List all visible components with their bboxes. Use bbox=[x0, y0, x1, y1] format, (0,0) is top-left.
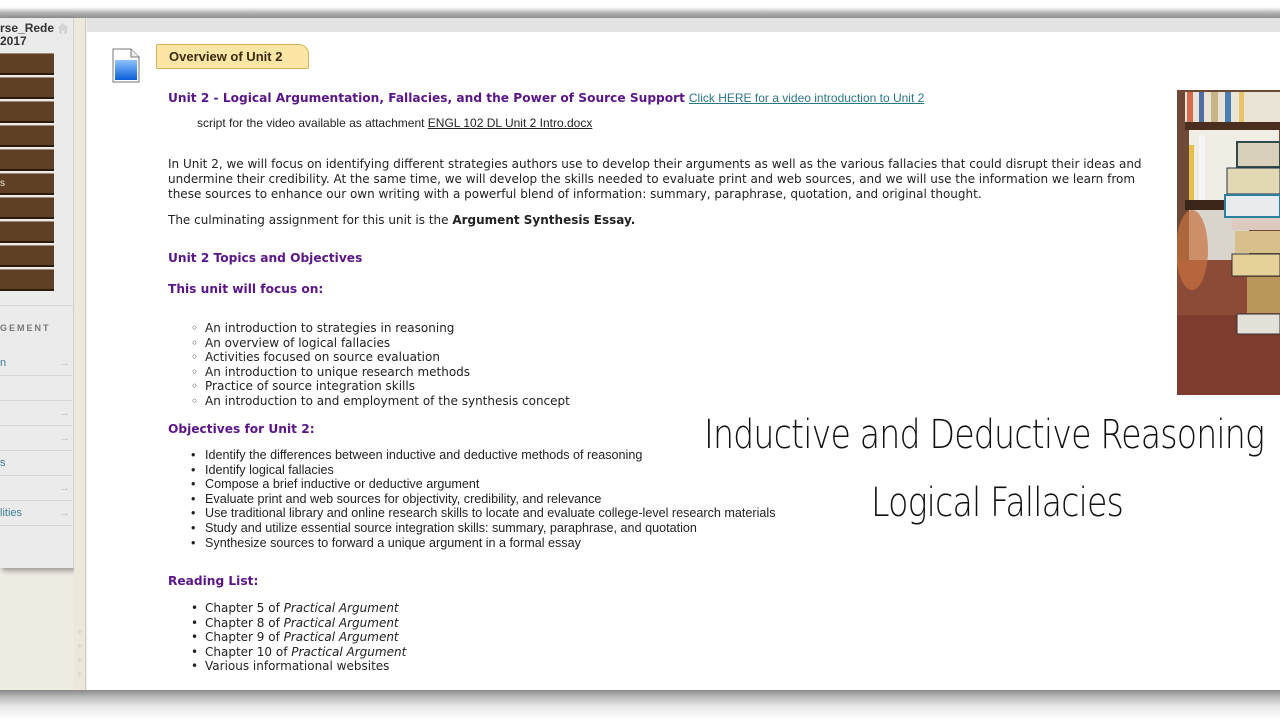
objectives-heading: Objectives for Unit 2: bbox=[168, 422, 315, 436]
course-menu-button-8[interactable] bbox=[0, 221, 54, 243]
list-item-text: Practice of source integration skills bbox=[205, 379, 415, 394]
course-menu-button-6[interactable]: s bbox=[0, 173, 54, 195]
course-menu-button-4[interactable] bbox=[0, 125, 54, 147]
reading-list-heading: Reading List: bbox=[168, 574, 259, 588]
course-menu-buttons bbox=[0, 53, 54, 293]
bullet-icon: • bbox=[191, 630, 199, 645]
list-item bbox=[191, 491, 776, 507]
list-item-text: Synthesize sources to forward a unique argument in a formal essay bbox=[205, 535, 581, 550]
bullet-icon: • bbox=[191, 477, 196, 492]
management-item-7[interactable] bbox=[0, 501, 72, 526]
topics-heading: Unit 2 Topics and Objectives bbox=[168, 251, 363, 265]
list-item bbox=[191, 335, 570, 351]
list-item bbox=[191, 350, 570, 365]
books-illustration bbox=[1177, 90, 1280, 395]
course-management-label: GEMENT bbox=[0, 323, 51, 333]
management-item-label: n bbox=[0, 357, 7, 369]
list-item bbox=[191, 379, 570, 394]
list-item-text: An overview of logical fallacies bbox=[205, 335, 391, 350]
menu-divider bbox=[0, 305, 74, 306]
rail-grip-icon: ✦ ✦ ✦ ✦ bbox=[76, 628, 84, 680]
list-item-text: An introduction to strategies in reasoning bbox=[205, 321, 455, 335]
video-frame-top-shadow bbox=[0, 0, 1280, 18]
list-item-text: Identify the differences between inductive and deductive methods of reasoning bbox=[205, 448, 643, 462]
circle-bullet-icon: ◦ bbox=[191, 364, 199, 379]
bullet-icon: • bbox=[191, 448, 196, 462]
list-item-text: Compose a brief inductive or deductive argument bbox=[205, 477, 480, 492]
reading-chapter: Chapter 10 of bbox=[205, 644, 292, 659]
bullet-icon: • bbox=[191, 659, 199, 674]
overlay-title-fallacies: Logical Fallacies bbox=[871, 480, 1124, 526]
course-menu-button-9[interactable] bbox=[0, 245, 54, 267]
document-icon bbox=[112, 48, 140, 83]
management-item-label: s bbox=[0, 457, 6, 469]
course-title-line2: 2017 bbox=[0, 34, 27, 48]
bullet-icon: • bbox=[191, 644, 199, 659]
arrow-right-icon: → bbox=[59, 407, 70, 419]
list-item bbox=[191, 659, 406, 674]
list-item bbox=[191, 535, 776, 551]
list-item-text: Study and utilize essential source integration skills: summary, paraphrase, and quotation bbox=[205, 520, 697, 535]
reading-book-title: Practical Argument bbox=[283, 601, 399, 615]
script-note bbox=[197, 116, 1197, 130]
circle-bullet-icon: ◦ bbox=[191, 379, 199, 394]
list-item bbox=[191, 630, 406, 645]
arrow-right-icon: → bbox=[59, 357, 70, 369]
circle-bullet-icon: ◦ bbox=[191, 321, 199, 335]
list-item bbox=[191, 462, 776, 478]
focus-list bbox=[191, 321, 570, 409]
culminating-text: The culminating assignment for this unit is the bbox=[168, 213, 453, 227]
item-title-tab: Overview of Unit 2 bbox=[156, 44, 309, 69]
list-item-text: Evaluate print and web sources for objectivity, credibility, and relevance bbox=[205, 491, 602, 506]
reading-book-title: Practical Argument bbox=[283, 630, 399, 645]
list-item-text: Identify logical fallacies bbox=[205, 462, 334, 477]
books-photo bbox=[1177, 90, 1280, 395]
list-item bbox=[191, 393, 570, 409]
home-icon[interactable] bbox=[57, 23, 69, 34]
culminating-assignment bbox=[168, 213, 1168, 227]
bullet-icon: • bbox=[191, 520, 196, 535]
reading-book-title: Practical Argument bbox=[291, 644, 407, 659]
intro-paragraph: In Unit 2, we will focus on identifying different strategies authors use to develop their arguments as well as the various fallacies that could disrupt their ideas and undermine their credibility. At the same time, we will develop the skills needed to evaluate print and web sources, and we will use the information we learn from these sources to enhance our own writing with a powerful blend of information: summary, paraphrase, quotation, and original thought. bbox=[168, 157, 1142, 201]
arrow-right-icon: → bbox=[59, 432, 70, 444]
video-frame-bottom-shadow bbox=[0, 690, 1280, 720]
culminating-assignment-name: Argument Synthesis Essay. bbox=[452, 213, 636, 227]
browser-viewport bbox=[0, 18, 1280, 690]
management-item-6[interactable] bbox=[0, 476, 72, 501]
management-item-label: lities bbox=[0, 507, 23, 519]
management-item-3[interactable] bbox=[0, 401, 72, 426]
attachment-link[interactable]: ENGL 102 DL Unit 2 Intro.docx bbox=[427, 116, 593, 130]
list-item-text: Activities focused on source evaluation bbox=[205, 350, 440, 365]
list-item bbox=[191, 506, 776, 521]
bullet-icon: • bbox=[191, 462, 196, 477]
list-item bbox=[191, 321, 570, 336]
overlay-title-reasoning: Inductive and Deductive Reasoning bbox=[704, 412, 1265, 458]
course-management-list bbox=[0, 351, 72, 526]
bullet-icon: • bbox=[191, 535, 196, 550]
reading-book-title: Practical Argument bbox=[283, 615, 399, 630]
course-menu-button-1[interactable] bbox=[0, 53, 54, 75]
content-area bbox=[87, 18, 1280, 690]
reading-chapter: Chapter 5 of bbox=[205, 601, 284, 615]
reading-chapter: Chapter 9 of bbox=[205, 630, 284, 645]
course-menu-button-7[interactable] bbox=[0, 197, 54, 219]
reading-item: Various informational websites bbox=[205, 659, 390, 674]
bullet-icon: • bbox=[191, 491, 196, 506]
circle-bullet-icon: ◦ bbox=[191, 393, 199, 408]
list-item-text: An introduction to and employment of the synthesis concept bbox=[205, 393, 570, 408]
script-note-text: script for the video available as attachment bbox=[197, 116, 428, 130]
list-item bbox=[191, 615, 406, 631]
circle-bullet-icon: ◦ bbox=[191, 350, 199, 365]
arrow-right-icon: → bbox=[59, 507, 70, 519]
focus-heading: This unit will focus on: bbox=[168, 282, 324, 296]
video-intro-link[interactable]: Click HERE for a video introduction to Unit 2 bbox=[688, 91, 925, 105]
list-item-text: Use traditional library and online research skills to locate and evaluate college-level research materials bbox=[205, 506, 776, 521]
course-menu-button-10[interactable] bbox=[0, 269, 54, 291]
circle-bullet-icon: ◦ bbox=[191, 335, 199, 350]
course-title-line1: rse_Rede bbox=[0, 22, 55, 35]
list-item bbox=[191, 477, 776, 492]
course-menu-button-5[interactable] bbox=[0, 149, 54, 171]
reading-list bbox=[191, 601, 407, 674]
list-item bbox=[191, 644, 407, 660]
menu-collapse-rail[interactable] bbox=[74, 18, 86, 690]
management-item-4[interactable] bbox=[0, 426, 72, 451]
arrow-right-icon: → bbox=[59, 482, 70, 494]
unit-heading-line bbox=[168, 91, 1168, 105]
reading-chapter: Chapter 8 of bbox=[205, 615, 284, 630]
bullet-icon: • bbox=[191, 615, 199, 630]
course-menu-button-3[interactable] bbox=[0, 101, 54, 123]
management-item-2[interactable] bbox=[0, 376, 72, 401]
course-menu bbox=[0, 18, 74, 568]
bullet-icon: • bbox=[191, 506, 196, 521]
content-top-bar bbox=[87, 18, 1280, 32]
list-item-text: An introduction to unique research methods bbox=[205, 364, 471, 379]
management-item-1[interactable] bbox=[0, 351, 72, 376]
list-item bbox=[191, 448, 776, 463]
objectives-list bbox=[191, 448, 776, 550]
management-item-5[interactable] bbox=[0, 451, 72, 476]
course-menu-button-2[interactable] bbox=[0, 77, 54, 99]
unit-heading: Unit 2 - Logical Argumentation, Fallacies, and the Power of Source Support bbox=[168, 91, 685, 105]
list-item bbox=[191, 364, 570, 380]
list-item bbox=[191, 520, 776, 536]
course-title[interactable] bbox=[0, 22, 56, 48]
bullet-icon: • bbox=[191, 601, 199, 615]
list-item bbox=[191, 601, 406, 616]
